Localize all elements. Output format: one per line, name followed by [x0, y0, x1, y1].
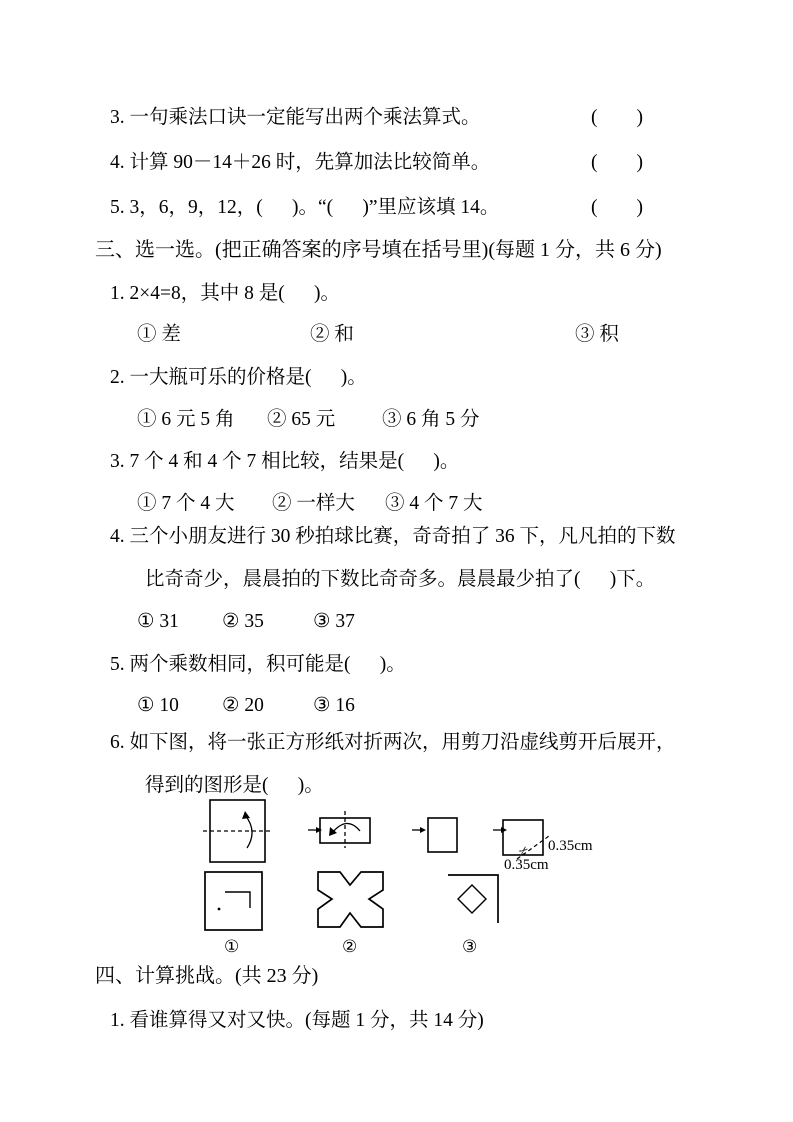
scissors-icon: ✂ [516, 843, 532, 859]
section-3-header [0, 238, 793, 264]
section-4-title: 四、计算挑战。(共 23 分) [95, 965, 319, 987]
fold-step-2-rectangle [320, 811, 370, 848]
tf-item-3-text: 3. 一句乘法口诀一定能写出两个乘法算式。 [110, 107, 481, 128]
tf-item-5-text: 5. 3，6，9，12，( )。“( )”里应该填 14。 [110, 197, 500, 218]
fold-step-1-square [203, 800, 272, 862]
cut-dimension-bottom: 0.35cm [504, 857, 549, 873]
choice-q1-options [0, 323, 793, 349]
choice-q5-text: 5. 两个乘数相同，积可能是( )。 [110, 654, 406, 675]
answer-figure-1-label: ① [224, 937, 240, 956]
tf-item-4 [0, 151, 793, 177]
q4-option-1: ① 31 [137, 611, 179, 632]
q1-option-2: ② 和 [310, 324, 354, 345]
section-3-title: 三、选一选。(把正确答案的序号填在括号里)(每题 1 分，共 6 分) [95, 239, 662, 261]
answer-figure-3-label: ③ [462, 937, 478, 956]
q6-folding-figure [190, 790, 660, 960]
step-arrow-2-icon [412, 827, 426, 833]
answer-figure-2-label: ② [342, 937, 358, 956]
q2-option-3: ③ 6 角 5 分 [382, 409, 480, 430]
choice-q5 [0, 653, 793, 679]
choice-q3-text: 3. 7 个 4 和 4 个 7 相比较，结果是( )。 [110, 451, 460, 472]
q5-option-3: ③ 16 [313, 695, 355, 716]
q5-option-1: ① 10 [137, 695, 179, 716]
section-4-item-1 [0, 1009, 793, 1035]
q3-option-2: ② 一样大 [272, 493, 355, 514]
choice-q6-text-line1: 6. 如下图，将一张正方形纸对折两次，用剪刀沿虚线剪开后展开， [110, 732, 676, 753]
tf-item-5 [0, 196, 793, 222]
choice-q4-line1 [0, 525, 793, 551]
q1-option-1: ① 差 [137, 324, 181, 345]
choice-q3-options [0, 492, 793, 518]
choice-q4-line2 [0, 568, 793, 594]
choice-q4-text-line1: 4. 三个小朋友进行 30 秒拍球比赛，奇奇拍了 36 下，凡凡拍的下数 [110, 526, 676, 547]
q3-option-3: ③ 4 个 7 大 [385, 493, 483, 514]
tf-item-3 [0, 106, 793, 132]
fold-arrow-2 [332, 823, 360, 833]
answer-figure-3 [448, 875, 498, 923]
section-4-item-1-text: 1. 看谁算得又对又快。(每题 1 分，共 14 分) [110, 1010, 484, 1031]
fold-step-3-small-square [428, 818, 457, 852]
choice-q5-options [0, 694, 793, 720]
section-4-header [0, 964, 793, 990]
answer-figure-2 [318, 872, 383, 927]
choice-q4-text-line2: 比奇奇少，晨晨拍的下数比奇奇多。晨晨最少拍了( )下。 [145, 569, 656, 590]
choice-q6-text-line2: 得到的图形是( )。 [145, 775, 324, 796]
q4-option-3: ③ 37 [313, 611, 355, 632]
answer-figure-1 [205, 872, 262, 930]
q3-option-1: ① 7 个 4 大 [137, 493, 235, 514]
choice-q1 [0, 282, 793, 308]
q2-option-1: ① 6 元 5 角 [137, 409, 235, 430]
q2-option-2: ② 65 元 [267, 409, 336, 430]
q5-option-2: ② 20 [222, 695, 264, 716]
cut-dimension-right: 0.35cm [548, 838, 593, 854]
q4-option-2: ② 35 [222, 611, 264, 632]
choice-q3 [0, 450, 793, 476]
q1-option-3: ③ 积 [575, 324, 619, 345]
choice-q4-options [0, 610, 793, 636]
fold-step-4-cut-square [503, 820, 549, 859]
choice-q2 [0, 366, 793, 392]
tf-item-3-answer-bracket: ( ) [591, 107, 643, 128]
tf-item-4-answer-bracket: ( ) [591, 152, 643, 173]
choice-q1-text: 1. 2×4=8，其中 8 是( )。 [110, 283, 340, 304]
tf-item-5-answer-bracket: ( ) [591, 197, 643, 218]
choice-q6-line1 [0, 731, 793, 757]
choice-q2-options [0, 408, 793, 434]
tf-item-4-text: 4. 计算 90－14＋26 时，先算加法比较简单。 [110, 152, 491, 173]
step-arrow-3-icon [493, 827, 507, 833]
choice-q2-text: 2. 一大瓶可乐的价格是( )。 [110, 367, 367, 388]
